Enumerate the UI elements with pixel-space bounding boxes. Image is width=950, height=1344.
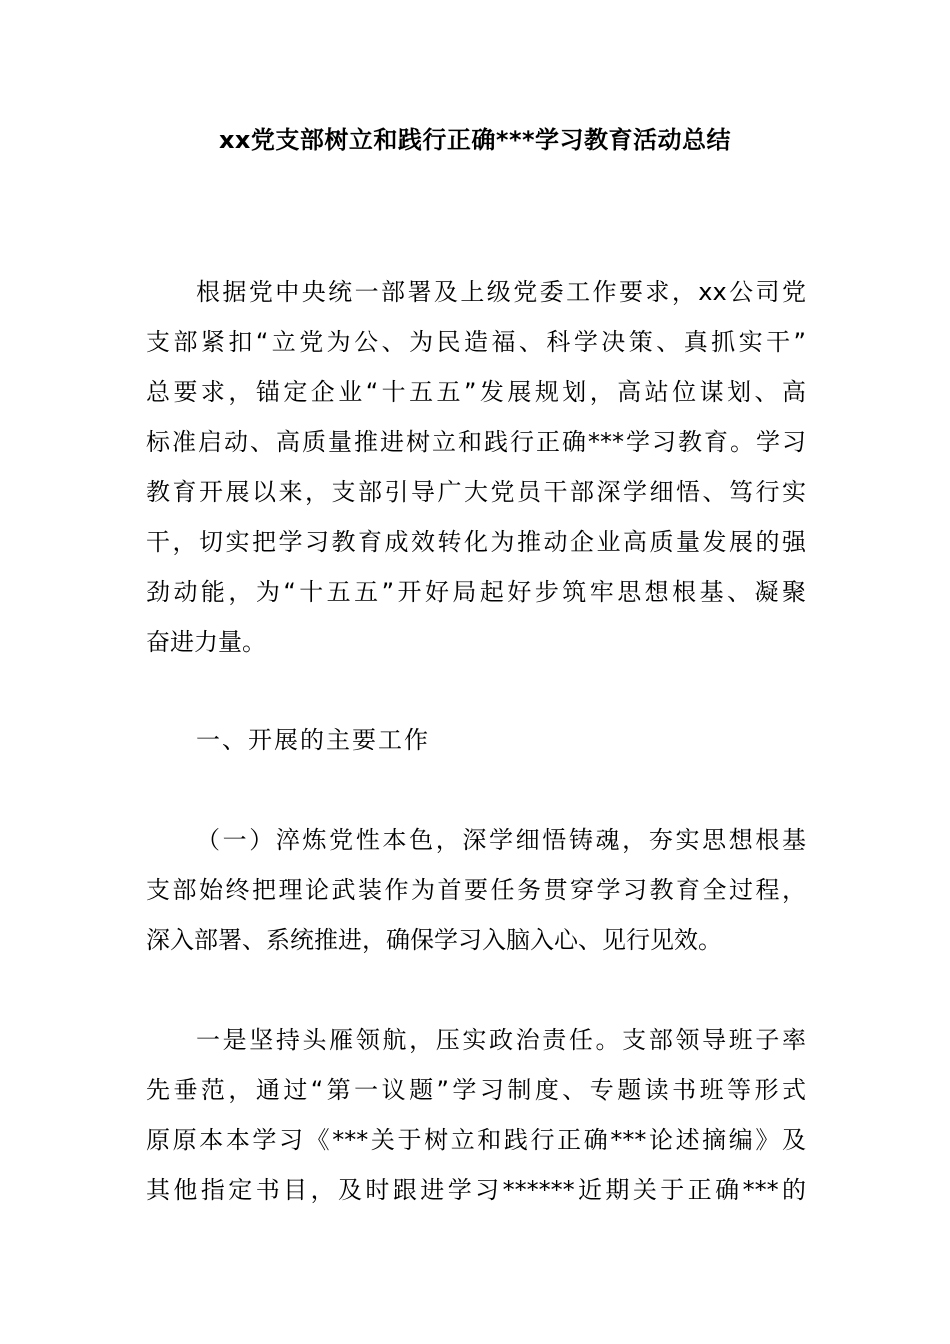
para3-line-2: 先垂范，通过“第一议题”学习制度、专题读书班等形式 (146, 1076, 806, 1104)
intro-line-5: 教育开展以来，支部引导广大党员干部深学细悟、笃行实 (146, 478, 806, 506)
intro-line-2: 支部紧扣“立党为公、为民造福、科学决策、真抓实干” (146, 328, 806, 356)
intro-line-4: 标准启动、高质量推进树立和践行正确***学习教育。学习 (146, 428, 806, 456)
para3-line-3: 原原本本学习《***关于树立和践行正确***论述摘编》及 (146, 1126, 806, 1154)
subsection-line-3: 深入部署、系统推进，确保学习入脑入心、见行见效。 (146, 926, 722, 954)
para3-line-1: 一是坚持头雁领航，压实政治责任。支部领导班子率 (196, 1026, 806, 1054)
section-heading: 一、开展的主要工作 (196, 726, 430, 754)
intro-line-8: 奋进力量。 (146, 628, 266, 656)
subsection-heading: （一）淬炼党性本色，深学细悟铸魂，夯实思想根基 (196, 826, 806, 854)
intro-line-3: 总要求，锚定企业“十五五”发展规划，高站位谋划、高 (146, 378, 806, 406)
intro-line-6: 干，切实把学习教育成效转化为推动企业高质量发展的强 (146, 528, 806, 556)
intro-line-1: 根据党中央统一部署及上级党委工作要求，xx公司党 (196, 278, 806, 306)
document-title: xx党支部树立和践行正确***学习教育活动总结 (218, 126, 732, 154)
para3-line-4: 其他指定书目，及时跟进学习******近期关于正确***的 (146, 1176, 806, 1204)
subsection-line-2: 支部始终把理论武装作为首要任务贯穿学习教育全过程， (146, 876, 806, 904)
intro-line-7: 劲动能，为“十五五”开好局起好步筑牢思想根基、凝聚 (146, 578, 806, 606)
